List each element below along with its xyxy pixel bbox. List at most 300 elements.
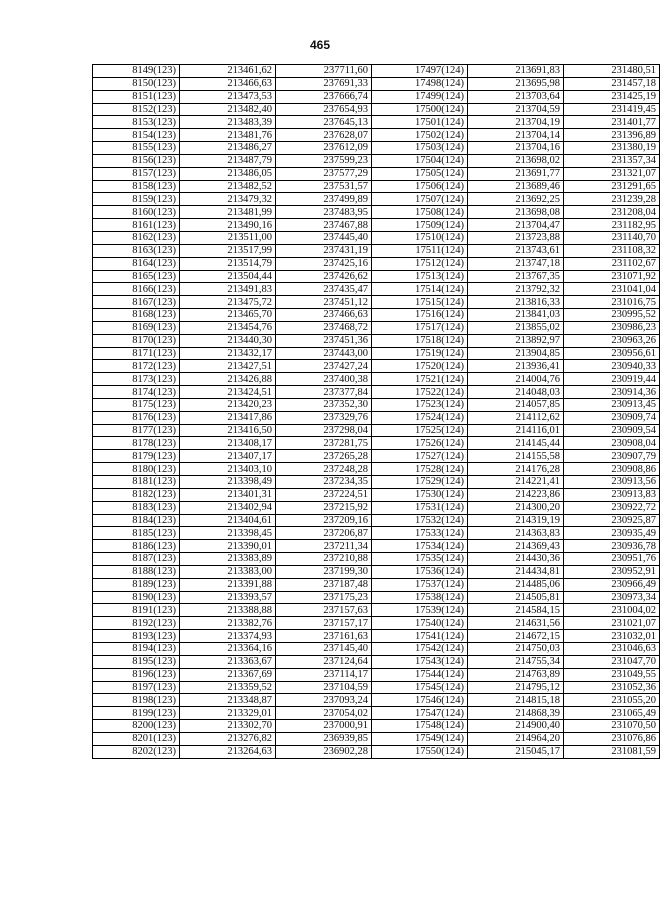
x-coordinate-a-cell: 213479,32 xyxy=(180,193,276,206)
x-coordinate-a-cell: 213416,50 xyxy=(180,424,276,437)
y-coordinate-a-cell: 237435,47 xyxy=(276,283,372,296)
point-id-a-cell: 8176(123) xyxy=(93,411,180,424)
x-coordinate-a-cell: 213473,53 xyxy=(180,90,276,103)
point-id-a-cell: 8193(123) xyxy=(93,630,180,643)
point-id-a-cell: 8187(123) xyxy=(93,553,180,566)
point-id-b-cell: 17535(124) xyxy=(372,553,468,566)
point-id-b-cell: 17542(124) xyxy=(372,642,468,655)
point-id-a-cell: 8177(123) xyxy=(93,424,180,437)
y-coordinate-a-cell: 237215,92 xyxy=(276,501,372,514)
x-coordinate-a-cell: 213482,52 xyxy=(180,180,276,193)
y-coordinate-b-cell: 231380,19 xyxy=(564,142,660,155)
x-coordinate-b-cell: 213691,77 xyxy=(468,167,564,180)
point-id-a-cell: 8156(123) xyxy=(93,154,180,167)
y-coordinate-a-cell: 237199,30 xyxy=(276,565,372,578)
x-coordinate-a-cell: 213486,05 xyxy=(180,167,276,180)
y-coordinate-b-cell: 230973,34 xyxy=(564,591,660,604)
point-id-b-cell: 17539(124) xyxy=(372,604,468,617)
table-row xyxy=(93,565,660,578)
x-coordinate-b-cell: 214795,12 xyxy=(468,681,564,694)
table-row xyxy=(93,411,660,424)
x-coordinate-a-cell: 213401,31 xyxy=(180,488,276,501)
x-coordinate-b-cell: 214221,41 xyxy=(468,476,564,489)
y-coordinate-b-cell: 231032,01 xyxy=(564,630,660,643)
y-coordinate-a-cell: 237145,40 xyxy=(276,642,372,655)
point-id-b-cell: 17537(124) xyxy=(372,578,468,591)
y-coordinate-b-cell: 231419,45 xyxy=(564,103,660,116)
point-id-a-cell: 8161(123) xyxy=(93,219,180,232)
y-coordinate-a-cell: 237577,29 xyxy=(276,167,372,180)
point-id-b-cell: 17515(124) xyxy=(372,296,468,309)
y-coordinate-a-cell: 237224,51 xyxy=(276,488,372,501)
table-row xyxy=(93,681,660,694)
point-id-a-cell: 8198(123) xyxy=(93,694,180,707)
point-id-a-cell: 8191(123) xyxy=(93,604,180,617)
x-coordinate-a-cell: 213276,82 xyxy=(180,732,276,745)
x-coordinate-b-cell: 214485,06 xyxy=(468,578,564,591)
point-id-a-cell: 8169(123) xyxy=(93,321,180,334)
point-id-b-cell: 17544(124) xyxy=(372,668,468,681)
x-coordinate-a-cell: 213475,72 xyxy=(180,296,276,309)
x-coordinate-a-cell: 213490,16 xyxy=(180,219,276,232)
x-coordinate-b-cell: 213698,08 xyxy=(468,206,564,219)
table-row xyxy=(93,142,660,155)
x-coordinate-b-cell: 214505,81 xyxy=(468,591,564,604)
x-coordinate-a-cell: 213398,45 xyxy=(180,527,276,540)
y-coordinate-a-cell: 237483,95 xyxy=(276,206,372,219)
table-row xyxy=(93,154,660,167)
y-coordinate-a-cell: 237161,63 xyxy=(276,630,372,643)
point-id-b-cell: 17548(124) xyxy=(372,720,468,733)
x-coordinate-a-cell: 213359,52 xyxy=(180,681,276,694)
point-id-b-cell: 17518(124) xyxy=(372,334,468,347)
x-coordinate-a-cell: 213364,16 xyxy=(180,642,276,655)
point-id-b-cell: 17523(124) xyxy=(372,398,468,411)
point-id-a-cell: 8153(123) xyxy=(93,116,180,129)
x-coordinate-b-cell: 214430,36 xyxy=(468,553,564,566)
x-coordinate-b-cell: 214223,86 xyxy=(468,488,564,501)
table-row xyxy=(93,129,660,142)
y-coordinate-b-cell: 230913,56 xyxy=(564,476,660,489)
table-row xyxy=(93,244,660,257)
point-id-b-cell: 17531(124) xyxy=(372,501,468,514)
y-coordinate-a-cell: 237124,64 xyxy=(276,655,372,668)
table-row xyxy=(93,309,660,322)
x-coordinate-b-cell: 213704,19 xyxy=(468,116,564,129)
point-id-b-cell: 17547(124) xyxy=(372,707,468,720)
x-coordinate-a-cell: 213461,62 xyxy=(180,65,276,78)
x-coordinate-a-cell: 213363,67 xyxy=(180,655,276,668)
x-coordinate-b-cell: 214004,76 xyxy=(468,373,564,386)
y-coordinate-b-cell: 230940,33 xyxy=(564,360,660,373)
y-coordinate-b-cell: 231182,95 xyxy=(564,219,660,232)
table-row xyxy=(93,231,660,244)
table-row xyxy=(93,283,660,296)
point-id-a-cell: 8190(123) xyxy=(93,591,180,604)
x-coordinate-a-cell: 213329,01 xyxy=(180,707,276,720)
x-coordinate-a-cell: 213374,93 xyxy=(180,630,276,643)
y-coordinate-b-cell: 231321,07 xyxy=(564,167,660,180)
x-coordinate-b-cell: 214750,03 xyxy=(468,642,564,655)
y-coordinate-a-cell: 237298,04 xyxy=(276,424,372,437)
point-id-a-cell: 8174(123) xyxy=(93,386,180,399)
point-id-b-cell: 17527(124) xyxy=(372,450,468,463)
x-coordinate-a-cell: 213420,23 xyxy=(180,398,276,411)
point-id-a-cell: 8192(123) xyxy=(93,617,180,630)
y-coordinate-b-cell: 230919,44 xyxy=(564,373,660,386)
point-id-a-cell: 8165(123) xyxy=(93,270,180,283)
y-coordinate-b-cell: 230909,74 xyxy=(564,411,660,424)
x-coordinate-b-cell: 214755,34 xyxy=(468,655,564,668)
y-coordinate-a-cell: 237054,02 xyxy=(276,707,372,720)
x-coordinate-a-cell: 213454,76 xyxy=(180,321,276,334)
point-id-a-cell: 8196(123) xyxy=(93,668,180,681)
x-coordinate-b-cell: 214363,83 xyxy=(468,527,564,540)
y-coordinate-a-cell: 237329,76 xyxy=(276,411,372,424)
table-row xyxy=(93,65,660,78)
y-coordinate-a-cell: 237645,13 xyxy=(276,116,372,129)
x-coordinate-b-cell: 213704,16 xyxy=(468,142,564,155)
point-id-a-cell: 8199(123) xyxy=(93,707,180,720)
y-coordinate-b-cell: 231041,04 xyxy=(564,283,660,296)
point-id-a-cell: 8180(123) xyxy=(93,463,180,476)
point-id-a-cell: 8159(123) xyxy=(93,193,180,206)
x-coordinate-a-cell: 213424,51 xyxy=(180,386,276,399)
x-coordinate-a-cell: 213514,79 xyxy=(180,257,276,270)
table-row xyxy=(93,630,660,643)
point-id-b-cell: 17498(124) xyxy=(372,77,468,90)
y-coordinate-b-cell: 230995,52 xyxy=(564,309,660,322)
x-coordinate-a-cell: 213404,61 xyxy=(180,514,276,527)
y-coordinate-b-cell: 231457,18 xyxy=(564,77,660,90)
x-coordinate-b-cell: 213747,18 xyxy=(468,257,564,270)
point-id-a-cell: 8197(123) xyxy=(93,681,180,694)
table-row xyxy=(93,463,660,476)
table-row xyxy=(93,642,660,655)
point-id-b-cell: 17540(124) xyxy=(372,617,468,630)
table-row xyxy=(93,745,660,758)
point-id-a-cell: 8171(123) xyxy=(93,347,180,360)
coordinates-table-body xyxy=(93,65,660,759)
point-id-a-cell: 8186(123) xyxy=(93,540,180,553)
y-coordinate-b-cell: 230913,83 xyxy=(564,488,660,501)
y-coordinate-b-cell: 231021,07 xyxy=(564,617,660,630)
y-coordinate-a-cell: 237000,91 xyxy=(276,720,372,733)
x-coordinate-a-cell: 213383,89 xyxy=(180,553,276,566)
x-coordinate-b-cell: 213743,61 xyxy=(468,244,564,257)
table-row xyxy=(93,668,660,681)
point-id-b-cell: 17530(124) xyxy=(372,488,468,501)
x-coordinate-b-cell: 213691,83 xyxy=(468,65,564,78)
y-coordinate-a-cell: 237206,87 xyxy=(276,527,372,540)
x-coordinate-b-cell: 214116,01 xyxy=(468,424,564,437)
point-id-a-cell: 8155(123) xyxy=(93,142,180,155)
y-coordinate-a-cell: 237467,88 xyxy=(276,219,372,232)
point-id-b-cell: 17505(124) xyxy=(372,167,468,180)
point-id-a-cell: 8179(123) xyxy=(93,450,180,463)
y-coordinate-a-cell: 237711,60 xyxy=(276,65,372,78)
point-id-a-cell: 8178(123) xyxy=(93,437,180,450)
point-id-b-cell: 17504(124) xyxy=(372,154,468,167)
y-coordinate-a-cell: 237400,38 xyxy=(276,373,372,386)
point-id-a-cell: 8160(123) xyxy=(93,206,180,219)
x-coordinate-b-cell: 214048,03 xyxy=(468,386,564,399)
point-id-a-cell: 8194(123) xyxy=(93,642,180,655)
x-coordinate-b-cell: 213704,14 xyxy=(468,129,564,142)
x-coordinate-b-cell: 213792,32 xyxy=(468,283,564,296)
point-id-a-cell: 8157(123) xyxy=(93,167,180,180)
y-coordinate-b-cell: 231291,65 xyxy=(564,180,660,193)
x-coordinate-b-cell: 214815,18 xyxy=(468,694,564,707)
x-coordinate-a-cell: 213504,44 xyxy=(180,270,276,283)
table-row xyxy=(93,270,660,283)
table-row xyxy=(93,360,660,373)
y-coordinate-b-cell: 231016,75 xyxy=(564,296,660,309)
y-coordinate-b-cell: 231076,86 xyxy=(564,732,660,745)
point-id-a-cell: 8154(123) xyxy=(93,129,180,142)
x-coordinate-b-cell: 214057,85 xyxy=(468,398,564,411)
point-id-b-cell: 17503(124) xyxy=(372,142,468,155)
x-coordinate-b-cell: 213841,03 xyxy=(468,309,564,322)
x-coordinate-a-cell: 213440,30 xyxy=(180,334,276,347)
y-coordinate-a-cell: 237425,16 xyxy=(276,257,372,270)
y-coordinate-a-cell: 237377,84 xyxy=(276,386,372,399)
y-coordinate-a-cell: 237466,63 xyxy=(276,309,372,322)
y-coordinate-b-cell: 231102,67 xyxy=(564,257,660,270)
x-coordinate-a-cell: 213264,63 xyxy=(180,745,276,758)
y-coordinate-b-cell: 231065,49 xyxy=(564,707,660,720)
x-coordinate-b-cell: 213892,97 xyxy=(468,334,564,347)
x-coordinate-b-cell: 213936,41 xyxy=(468,360,564,373)
table-row xyxy=(93,334,660,347)
x-coordinate-b-cell: 214868,39 xyxy=(468,707,564,720)
y-coordinate-a-cell: 237210,88 xyxy=(276,553,372,566)
point-id-b-cell: 17502(124) xyxy=(372,129,468,142)
y-coordinate-a-cell: 237431,19 xyxy=(276,244,372,257)
table-row xyxy=(93,527,660,540)
y-coordinate-b-cell: 231052,36 xyxy=(564,681,660,694)
point-id-a-cell: 8158(123) xyxy=(93,180,180,193)
table-row xyxy=(93,103,660,116)
y-coordinate-a-cell: 237114,17 xyxy=(276,668,372,681)
y-coordinate-a-cell: 237426,62 xyxy=(276,270,372,283)
y-coordinate-a-cell: 237427,24 xyxy=(276,360,372,373)
y-coordinate-a-cell: 237451,36 xyxy=(276,334,372,347)
table-row xyxy=(93,476,660,489)
x-coordinate-b-cell: 214631,56 xyxy=(468,617,564,630)
y-coordinate-b-cell: 231357,34 xyxy=(564,154,660,167)
x-coordinate-a-cell: 213348,87 xyxy=(180,694,276,707)
point-id-b-cell: 17497(124) xyxy=(372,65,468,78)
table-row xyxy=(93,219,660,232)
y-coordinate-b-cell: 231049,55 xyxy=(564,668,660,681)
x-coordinate-b-cell: 213855,02 xyxy=(468,321,564,334)
point-id-b-cell: 17521(124) xyxy=(372,373,468,386)
x-coordinate-b-cell: 214900,40 xyxy=(468,720,564,733)
table-row xyxy=(93,553,660,566)
point-id-a-cell: 8175(123) xyxy=(93,398,180,411)
y-coordinate-b-cell: 231208,04 xyxy=(564,206,660,219)
table-row xyxy=(93,386,660,399)
point-id-a-cell: 8164(123) xyxy=(93,257,180,270)
y-coordinate-a-cell: 237157,63 xyxy=(276,604,372,617)
table-row xyxy=(93,373,660,386)
table-row xyxy=(93,180,660,193)
point-id-b-cell: 17528(124) xyxy=(372,463,468,476)
point-id-b-cell: 17500(124) xyxy=(372,103,468,116)
x-coordinate-b-cell: 214584,15 xyxy=(468,604,564,617)
x-coordinate-b-cell: 213704,47 xyxy=(468,219,564,232)
table-row xyxy=(93,424,660,437)
x-coordinate-a-cell: 213408,17 xyxy=(180,437,276,450)
table-row xyxy=(93,321,660,334)
table-row xyxy=(93,77,660,90)
point-id-b-cell: 17522(124) xyxy=(372,386,468,399)
y-coordinate-a-cell: 237157,17 xyxy=(276,617,372,630)
table-row xyxy=(93,655,660,668)
y-coordinate-a-cell: 237281,75 xyxy=(276,437,372,450)
point-id-b-cell: 17543(124) xyxy=(372,655,468,668)
y-coordinate-a-cell: 237175,23 xyxy=(276,591,372,604)
point-id-b-cell: 17534(124) xyxy=(372,540,468,553)
y-coordinate-b-cell: 230986,23 xyxy=(564,321,660,334)
x-coordinate-b-cell: 214319,19 xyxy=(468,514,564,527)
point-id-a-cell: 8151(123) xyxy=(93,90,180,103)
point-id-b-cell: 17510(124) xyxy=(372,231,468,244)
y-coordinate-b-cell: 230908,04 xyxy=(564,437,660,450)
x-coordinate-a-cell: 213382,76 xyxy=(180,617,276,630)
x-coordinate-b-cell: 214369,43 xyxy=(468,540,564,553)
table-row xyxy=(93,450,660,463)
y-coordinate-a-cell: 237248,28 xyxy=(276,463,372,476)
y-coordinate-a-cell: 237234,35 xyxy=(276,476,372,489)
x-coordinate-a-cell: 213486,27 xyxy=(180,142,276,155)
table-row xyxy=(93,90,660,103)
point-id-b-cell: 17536(124) xyxy=(372,565,468,578)
y-coordinate-a-cell: 237443,00 xyxy=(276,347,372,360)
point-id-b-cell: 17508(124) xyxy=(372,206,468,219)
point-id-a-cell: 8189(123) xyxy=(93,578,180,591)
table-row xyxy=(93,540,660,553)
table-row xyxy=(93,617,660,630)
y-coordinate-b-cell: 230908,86 xyxy=(564,463,660,476)
point-id-b-cell: 17538(124) xyxy=(372,591,468,604)
table-row xyxy=(93,694,660,707)
y-coordinate-b-cell: 230952,91 xyxy=(564,565,660,578)
y-coordinate-a-cell: 237666,74 xyxy=(276,90,372,103)
x-coordinate-a-cell: 213393,57 xyxy=(180,591,276,604)
y-coordinate-a-cell: 236939,85 xyxy=(276,732,372,745)
x-coordinate-a-cell: 213390,01 xyxy=(180,540,276,553)
point-id-a-cell: 8202(123) xyxy=(93,745,180,758)
x-coordinate-b-cell: 213689,46 xyxy=(468,180,564,193)
point-id-b-cell: 17519(124) xyxy=(372,347,468,360)
x-coordinate-b-cell: 214145,44 xyxy=(468,437,564,450)
point-id-b-cell: 17512(124) xyxy=(372,257,468,270)
point-id-b-cell: 17533(124) xyxy=(372,527,468,540)
y-coordinate-a-cell: 237209,16 xyxy=(276,514,372,527)
table-row xyxy=(93,437,660,450)
y-coordinate-a-cell: 237499,89 xyxy=(276,193,372,206)
point-id-b-cell: 17511(124) xyxy=(372,244,468,257)
table-row xyxy=(93,732,660,745)
y-coordinate-b-cell: 230922,72 xyxy=(564,501,660,514)
y-coordinate-a-cell: 237691,33 xyxy=(276,77,372,90)
y-coordinate-b-cell: 230909,54 xyxy=(564,424,660,437)
page-number: 465 xyxy=(309,38,331,52)
point-id-b-cell: 17507(124) xyxy=(372,193,468,206)
x-coordinate-b-cell: 214155,58 xyxy=(468,450,564,463)
y-coordinate-b-cell: 231396,89 xyxy=(564,129,660,142)
y-coordinate-b-cell: 231401,77 xyxy=(564,116,660,129)
x-coordinate-b-cell: 213767,35 xyxy=(468,270,564,283)
table-row xyxy=(93,193,660,206)
y-coordinate-b-cell: 230963,26 xyxy=(564,334,660,347)
point-id-b-cell: 17501(124) xyxy=(372,116,468,129)
point-id-a-cell: 8152(123) xyxy=(93,103,180,116)
point-id-a-cell: 8172(123) xyxy=(93,360,180,373)
point-id-a-cell: 8195(123) xyxy=(93,655,180,668)
y-coordinate-b-cell: 230936,78 xyxy=(564,540,660,553)
x-coordinate-b-cell: 214434,81 xyxy=(468,565,564,578)
point-id-a-cell: 8168(123) xyxy=(93,309,180,322)
x-coordinate-a-cell: 213388,88 xyxy=(180,604,276,617)
table-row xyxy=(93,167,660,180)
point-id-b-cell: 17514(124) xyxy=(372,283,468,296)
table-row xyxy=(93,206,660,219)
x-coordinate-a-cell: 213383,00 xyxy=(180,565,276,578)
point-id-a-cell: 8166(123) xyxy=(93,283,180,296)
table-row xyxy=(93,591,660,604)
y-coordinate-b-cell: 231070,50 xyxy=(564,720,660,733)
x-coordinate-b-cell: 214176,28 xyxy=(468,463,564,476)
point-id-b-cell: 17529(124) xyxy=(372,476,468,489)
x-coordinate-a-cell: 213407,17 xyxy=(180,450,276,463)
y-coordinate-b-cell: 231071,92 xyxy=(564,270,660,283)
point-id-a-cell: 8163(123) xyxy=(93,244,180,257)
x-coordinate-a-cell: 213483,39 xyxy=(180,116,276,129)
point-id-a-cell: 8188(123) xyxy=(93,565,180,578)
x-coordinate-a-cell: 213402,94 xyxy=(180,501,276,514)
x-coordinate-a-cell: 213465,70 xyxy=(180,309,276,322)
point-id-a-cell: 8170(123) xyxy=(93,334,180,347)
y-coordinate-a-cell: 237352,30 xyxy=(276,398,372,411)
x-coordinate-b-cell: 214300,20 xyxy=(468,501,564,514)
point-id-b-cell: 17546(124) xyxy=(372,694,468,707)
x-coordinate-a-cell: 213487,79 xyxy=(180,154,276,167)
y-coordinate-b-cell: 231046,63 xyxy=(564,642,660,655)
x-coordinate-b-cell: 213703,64 xyxy=(468,90,564,103)
point-id-b-cell: 17509(124) xyxy=(372,219,468,232)
point-id-a-cell: 8184(123) xyxy=(93,514,180,527)
y-coordinate-b-cell: 230913,45 xyxy=(564,398,660,411)
y-coordinate-b-cell: 231055,20 xyxy=(564,694,660,707)
y-coordinate-b-cell: 230956,61 xyxy=(564,347,660,360)
x-coordinate-a-cell: 213427,51 xyxy=(180,360,276,373)
point-id-a-cell: 8183(123) xyxy=(93,501,180,514)
y-coordinate-b-cell: 230925,87 xyxy=(564,514,660,527)
table-row xyxy=(93,707,660,720)
x-coordinate-a-cell: 213367,69 xyxy=(180,668,276,681)
x-coordinate-b-cell: 213816,33 xyxy=(468,296,564,309)
x-coordinate-b-cell: 214672,15 xyxy=(468,630,564,643)
y-coordinate-b-cell: 231004,02 xyxy=(564,604,660,617)
y-coordinate-b-cell: 231047,70 xyxy=(564,655,660,668)
x-coordinate-a-cell: 213302,70 xyxy=(180,720,276,733)
y-coordinate-a-cell: 237265,28 xyxy=(276,450,372,463)
point-id-a-cell: 8185(123) xyxy=(93,527,180,540)
y-coordinate-b-cell: 231108,32 xyxy=(564,244,660,257)
